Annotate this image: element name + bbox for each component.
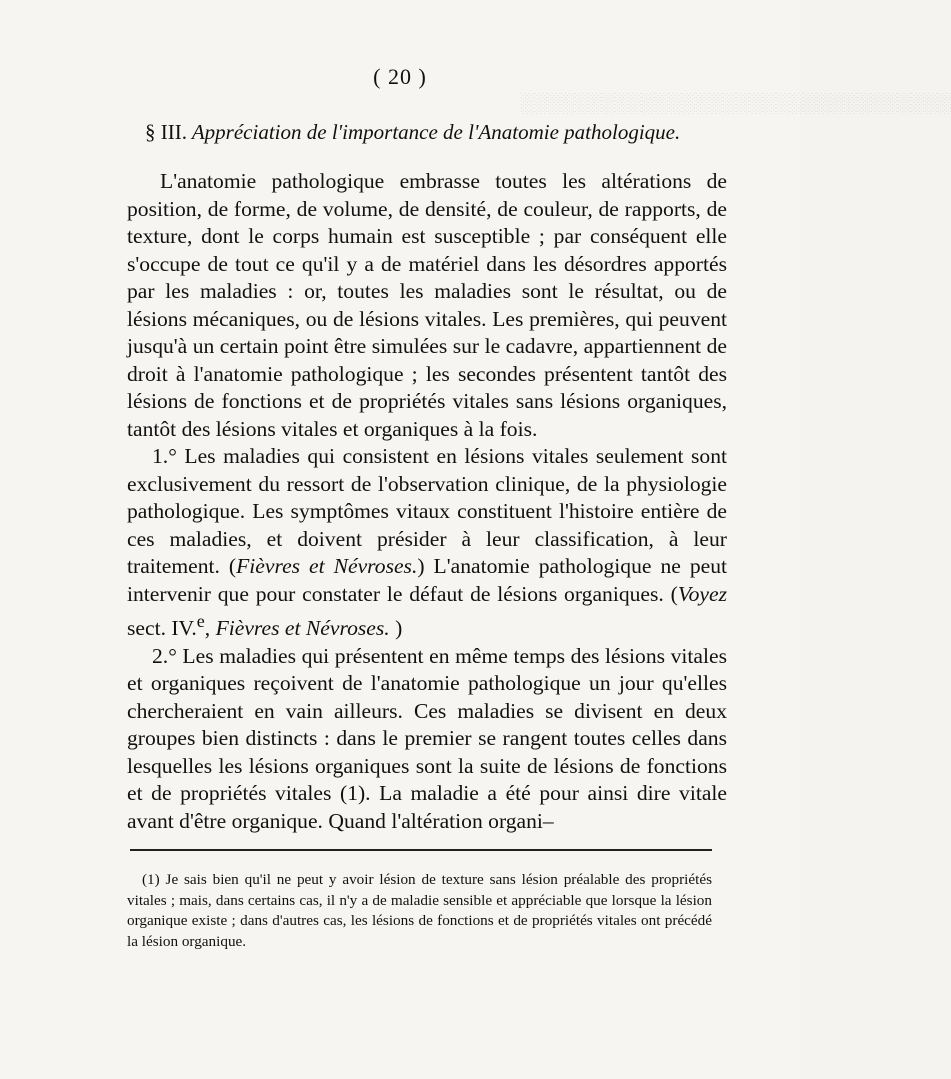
footnote xyxy=(127,870,712,952)
paragraph-2-text-a: 1.° Les maladies qui consistent en lésions vitales seulement sont exclusivement du ressort de l'observation clinique, de la physiologie pathologique. Les symptômes vitaux constituent l'histoire entière de ces maladies, et doivent présider à leur classification, à leur traitement. ( xyxy=(127,444,727,578)
paragraph-2-italic-c: Fièvres et Névroses. xyxy=(215,616,390,641)
paragraph-2-text-b: ) L'anatomie pathologique ne peut intervenir que pour constater le défaut de lésions organiques. ( xyxy=(127,554,727,606)
paragraph-1: L'anatomie pathologique embrasse toutes les altérations de position, de forme, de volume, de densité, de couleur, de rapports, de texture, dont le corps humain est susceptible ; par conséquent elle s'occupe de tout ce qu'il y a de matériel dans les désordres apportés par les maladies : or, toutes les maladies sont le résultat, ou de lésions mécaniques, ou de lésions vitales. Les premières, qui peuvent jusqu'à un certain point être simulées sur le cadavre, appartiennent de droit à l'anatomie pathologique ; les secondes présentent tantôt des lésions de fonctions et de propriétés vitales sans lésions organiques, tantôt des lésions vitales et organiques à la fois. xyxy=(127,169,727,441)
paragraph-3: 2.° Les maladies qui présentent en même temps des lésions vitales et organiques reçoivent de l'anatomie pathologique un jour qu'elles chercheraient en vain ailleurs. Ces maladies se divisent en deux groupes bien distincts : dans le premier se rangent toutes celles dans lesquelles les lésions organiques sont la suite de lésions de fonctions et de propriétés vitales (1). La maladie a été pour ainsi dire vitale avant d'être organique. Quand l'altération organi– xyxy=(127,643,727,833)
paragraph-2 xyxy=(127,443,727,643)
page-number: ( 20 ) xyxy=(373,64,427,89)
paragraph-2-superscript: e xyxy=(196,611,205,631)
paragraph-2-text-d: , xyxy=(204,616,216,641)
paragraph-2-italic-a: Fièvres et Névroses. xyxy=(236,554,418,578)
section-heading xyxy=(145,120,725,145)
paragraph-2-text-e: ) xyxy=(389,616,403,641)
section-title: Appréciation de l'importance de l'Anatomie pathologique. xyxy=(191,120,681,144)
paragraph-2-text-c: sect. IV. xyxy=(127,616,197,641)
footnote-rule xyxy=(130,849,712,851)
bleed-through-texture: ░░░░░░░░░░░░░░░░░░░░░░░░░░░░░░░░ xyxy=(520,93,951,114)
paragraph-2-italic-b: Voyez xyxy=(677,581,727,606)
section-number: § III. xyxy=(145,120,187,144)
body-text xyxy=(127,168,727,835)
footnote-text: (1) Je sais bien qu'il ne peut y avoir lésion de texture sans lésion préalable des propriétés vitales ; mais, dans certains cas, il n'y a de maladie sensible et appréciable que lorsque la lésion organique existe ; dans d'autres cas, les lésions de fonctions et de propriétés vitales ont précédé la lésion organique. xyxy=(127,871,712,950)
